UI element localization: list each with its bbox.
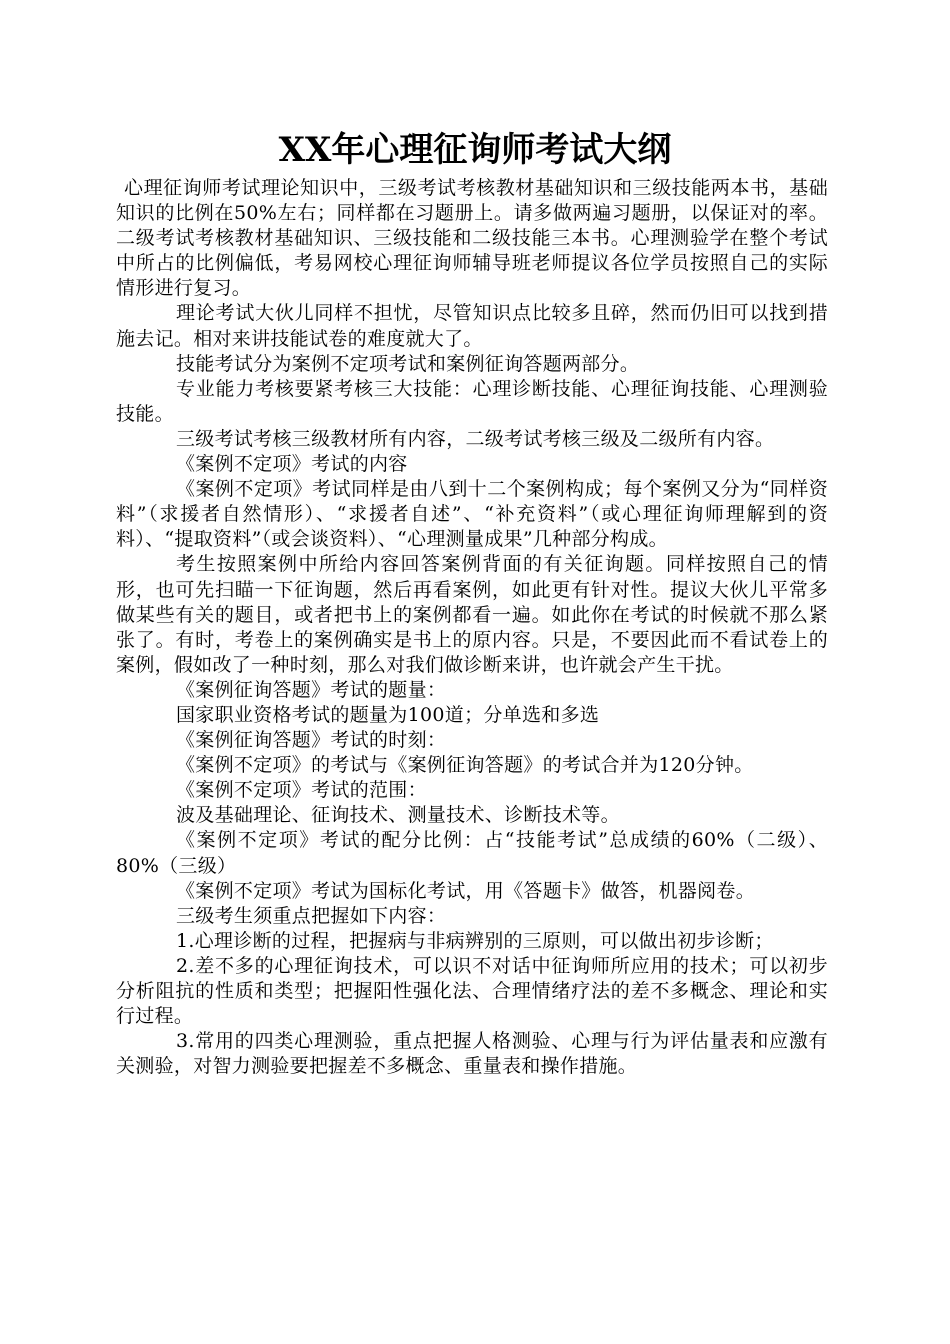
paragraph: 理论考试大伙儿同样不担忧，尽管知识点比较多且碎，然而仍旧可以找到措施去记。相对来讲技能试卷的难度就大了。 (116, 302, 828, 350)
section-heading: 《案例不定项》考试的范围： (176, 779, 427, 802)
section-heading: 《案例不定项》考试的内容 (176, 453, 408, 476)
list-item: 2.差不多的心理征询技术，可以识不对话中征询师所应用的技术；可以初步分析阻抗的性质和类型；把握阳性强化法、合理情绪疗法的差不多概念、理论和实行过程。 (116, 954, 828, 1028)
list-item: 1.心理诊断的过程，把握病与非病辨别的三原则，可以做出初步诊断； (176, 929, 774, 952)
paragraph: 考生按照案例中所给内容回答案例背面的有关征询题。同样按照自己的情形，也可先扫瞄一下征询题，然后再看案例，如此更有针对性。提议大伙儿平常多做某些有关的题目，或者把书上的案例都看一遍。如此你在考试的时候就不那么紧张了。有时，考卷上的案例确实是书上的原内容。只是，不要因此而不看试卷上的案例，假如改了一种时刻，那么对我们做诊断来讲，也许就会产生干扰。 (116, 553, 828, 676)
section-heading: 《案例征询答题》考试的题量： (176, 678, 447, 701)
paragraph: 《案例不定项》考试的配分比例：占“技能考试”总成绩的60%（二级）、80%（三级） (116, 829, 828, 877)
paragraph: 《案例不定项》考试同样是由八到十二个案例构成；每个案例又分为“同样资料”（求援者自然情形）、“求援者自述”、“补充资料”（或心理征询师理解到的资料）、“提取资料”（或会谈资料）、“心理测量成果”几种部分构成。 (116, 478, 828, 551)
paragraph: 《案例不定项》的考试与《案例征询答题》的考试合并为120分钟。 (176, 754, 754, 777)
document-body (116, 176, 828, 1079)
list-item: 3.常用的四类心理测验，重点把握人格测验、心理与行为评估量表和应激有关测验，对智力测验要把握差不多概念、重量表和操作措施。 (116, 1030, 828, 1078)
paragraph: 《案例不定项》考试为国标化考试，用《答题卡》做答，机器阅卷。 (176, 879, 756, 902)
paragraph: 三级考试考核三级教材所有内容，二级考试考核三级及二级所有内容。 (176, 427, 775, 450)
section-heading: 三级考生须重点把握如下内容： (176, 904, 447, 927)
document-title: XX年心理征询师考试大纲 (278, 130, 672, 170)
paragraph: 专业能力考核要紧考核三大技能：心理诊断技能、心理征询技能、心理测验技能。 (116, 377, 828, 425)
section-heading: 《案例征询答题》考试的时刻： (176, 729, 447, 752)
paragraph: 国家职业资格考试的题量为100道；分单选和多选 (176, 703, 600, 726)
paragraph: 技能考试分为案例不定项考试和案例征询答题两部分。 (176, 352, 640, 375)
paragraph: 心理征询师考试理论知识中，三级考试考核教材基础知识和三级技能两本书，基础知识的比例在50%左右；同样都在习题册上。请多做两遍习题册，以保证对的率。二级考试考核教材基础知识、三级技能和二级技能三本书。心理测验学在整个考试中所占的比例偏低，考易网校心理征询师辅导班老师提议各位学员按照自己的实际情形进行复习。 (116, 177, 828, 300)
paragraph: 波及基础理论、征询技术、测量技术、诊断技术等。 (176, 804, 620, 827)
